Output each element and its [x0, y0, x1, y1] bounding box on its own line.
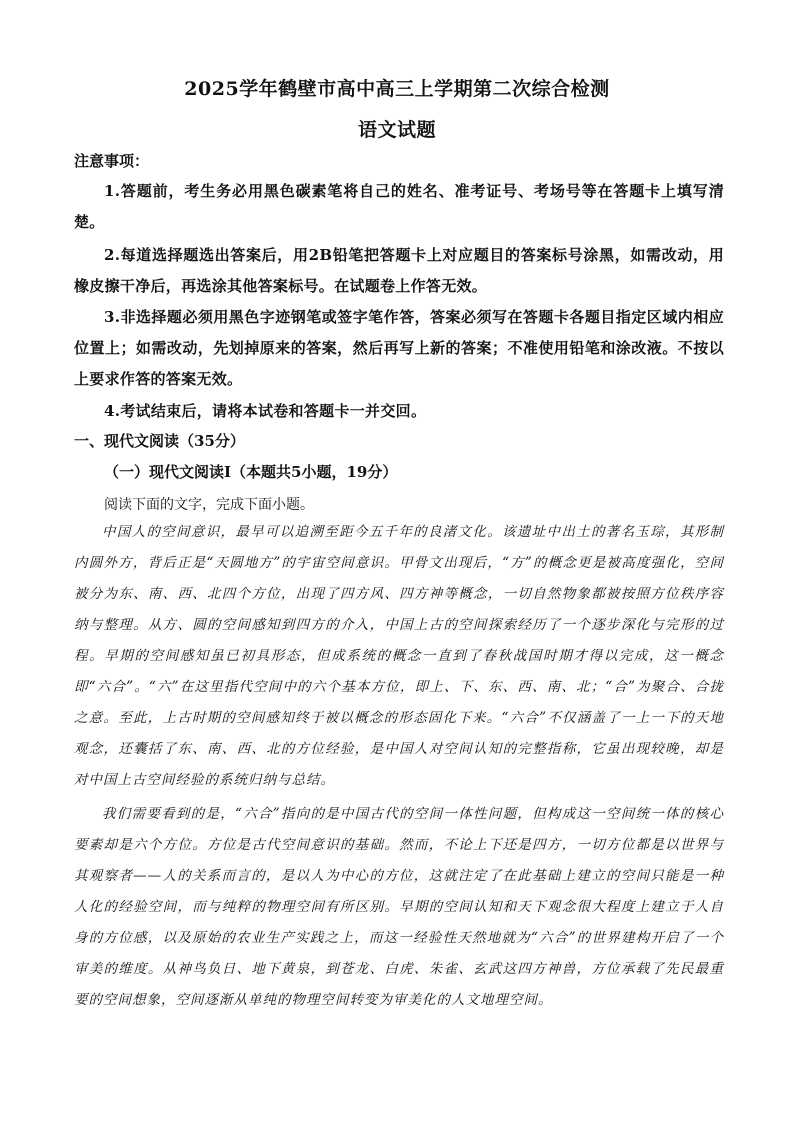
- subsection-heading: （一）现代文阅读Ⅰ（本题共5小题，19分）: [104, 463, 398, 481]
- notice-item: 1.答题前，考生务必用黑色碳素笔将自己的姓名、准考证号、考场号等在答题卡上填写清楚。: [74, 182, 724, 231]
- reading-instruction: 阅读下面的文字，完成下面小题。: [104, 497, 314, 513]
- notice-item: 4.考试结束后，请将本试卷和答题卡一并交回。: [104, 402, 427, 420]
- passage-paragraph: 我们需要看到的是，“六合”指向的是中国古代的空间一体性问题，但构成这一空间统一体的核心要素却是六个方位。方位是古代空间意识的基础。然而，不论上下还是四方，一切方位都是以世界与其观察者——人的关系而言的，是以人为中心的方位，这就注定了在此基础上建立的空间只能是一种人化的经验空间，而与纯粹的物理空间有所区别。早期的空间认知和天下观念很大程度上建立于人自身的方位感，以及原始的农业生产实践之上，而这一经验性天然地就为“六合”的世界建构开启了一个审美的维度。从神鸟负日、地下黄泉，到苍龙、白虎、朱雀、玄武这四方神兽，方位承载了先民最重要的空间想象，空间逐渐从单纯的物理空间转变为审美化的人文地理空间。: [74, 806, 724, 1008]
- passage-paragraph: 中国人的空间意识，最早可以追溯至距今五千年的良渚文化。该遗址中出土的著名玉琮，其形制内圆外方，背后正是“天圆地方”的宇宙空间意识。甲骨文出现后，“方”的概念更是被高度强化，空间被分为东、南、西、北四个方位，出现了四方风、四方神等概念，一切自然物象都被按照方位秩序容纳与整理。从方、圆的空间感知到四方的介入，中国上古的空间探索经历了一个逐步深化与完形的过程。早期的空间感知虽已初具形态，但成系统的概念一直到了春秋战国时期才得以完成，这一概念即“六合”。“六”在这里指代空间中的六个基本方位，即上、下、东、西、南、北；“合”为聚合、合拢之意。至此，上古时期的空间感知终于被以概念的形态固化下来。“六合”不仅涵盖了一上一下的天地观念，还囊括了东、南、西、北的方位经验，是中国人对空间认知的完整指称，它虽出现较晚，却是对中国上古空间经验的系统归纳与总结。: [74, 524, 724, 788]
- notice-item: 2.每道选择题选出答案后，用2B铅笔把答题卡上对应题目的答案标号涂黑，如需改动，用橡皮擦干净后，再选涂其他答案标号。在试题卷上作答无效。: [74, 246, 724, 295]
- subject-title: 语文试题: [357, 119, 436, 141]
- section-heading: 一、现代文阅读（35分）: [74, 432, 245, 450]
- main-title: 2025学年鹤壁市高中高三上学期第二次综合检测: [184, 78, 610, 100]
- notes-heading: 注意事项：: [74, 152, 150, 170]
- notice-item: 3.非选择题必须用黑色字迹钢笔或签字笔作答，答案必须写在答题卡各题目指定区域内相应位置上；如需改动，先划掉原来的答案，然后再写上新的答案；不准使用铅笔和涂改液。不按以上要求作答的答案无效。: [74, 308, 724, 388]
